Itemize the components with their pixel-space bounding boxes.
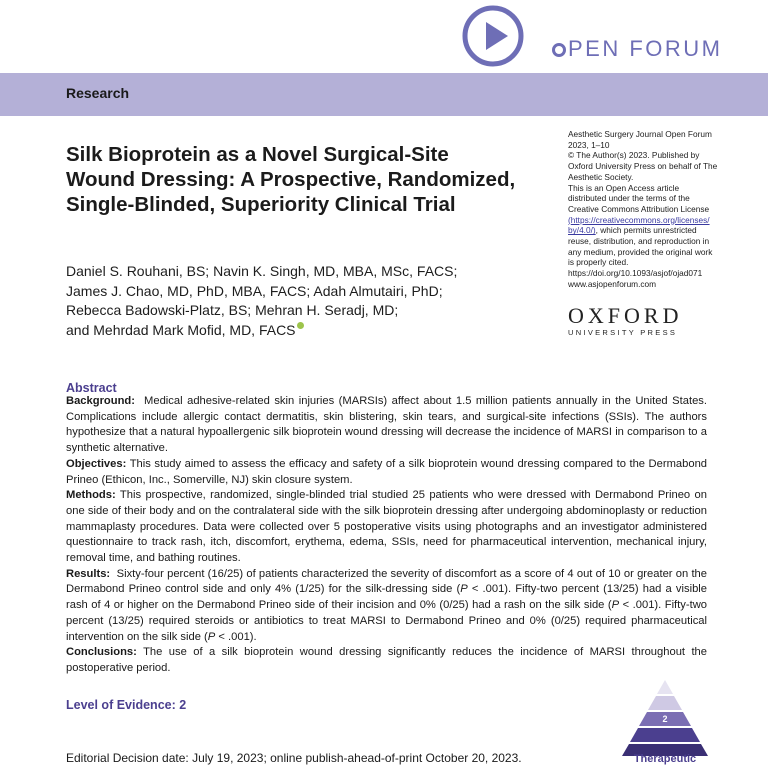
author-line: James J. Chao, MD, PhD, MBA, FACS; Adah Almutairi, PhD; <box>66 282 443 299</box>
license-link[interactable]: (https://creativecommons.org/licenses/ <box>568 214 710 225</box>
section-label: Research <box>66 85 130 101</box>
label-conclusions: Conclusions: <box>66 646 137 659</box>
evidence-pyramid-icon <box>620 678 710 758</box>
conclusions-text: The use of a silk bioprotein wound dressing significantly reduces the incidence of MARSI throughout the postoperative period. <box>66 646 707 674</box>
author-line: and Mehrdad Mark Mofid, MD, FACS <box>66 321 296 338</box>
label-background: Background: <box>66 395 135 407</box>
level-of-evidence: Level of Evidence: 2 <box>66 698 187 712</box>
p-symbol: P <box>460 583 468 596</box>
abstract-heading: Abstract <box>66 381 117 395</box>
info-line: distributed under the terms of the <box>568 193 690 204</box>
abstract-conclusions <box>66 645 707 676</box>
info-line: Creative Commons Attribution License <box>568 203 710 214</box>
p-symbol: P <box>207 630 216 643</box>
info-line: Aesthetic Surgery Journal Open Forum <box>568 129 712 139</box>
website-link[interactable]: www.asjopenforum.com <box>568 278 657 289</box>
editorial-decision: Editorial Decision date: July 19, 2023; online publish-ahead-of-print October 20, 2023. <box>66 751 522 765</box>
play-icon[interactable] <box>461 4 525 68</box>
open-forum-logo <box>552 36 723 62</box>
doi-link[interactable]: https://doi.org/10.1093/asjof/ojad071 <box>568 268 703 279</box>
info-line: © The Author(s) 2023. Published by <box>568 150 700 161</box>
objectives-text: This study aimed to assess the efficacy and safety of a silk bioprotein wound dressing compared to the Dermabond Prineo (Ethicon, Inc., Somerville, NJ) skin closure system. <box>66 457 708 486</box>
info-line: Oxford University Press on behalf of The <box>568 161 718 172</box>
background-text: Medical adhesive-related skin injuries (MARSIs) affect about 1.5 million patients annually in the United States. Complications include allergic contact dermatitis, skin blistering, skin tears, and surgical-site infections (SSIs). The authors hypothesize that a natural hypoallergenic silk bioprotein wound dressing will decrease the incidence of MARSI in comparison to a synthetic alternative. <box>66 395 707 455</box>
label-results: Results: <box>66 567 111 580</box>
author-list <box>66 262 536 340</box>
info-text: , which permits unrestricted <box>595 225 697 236</box>
results-text: < .001). <box>215 630 257 643</box>
abstract-body <box>66 394 707 677</box>
title-line: Silk Bioprotein as a Novel Surgical-Site <box>66 143 449 166</box>
orcid-icon[interactable] <box>297 322 304 329</box>
oxford-logo <box>568 305 718 337</box>
journal-info <box>568 129 718 290</box>
open-forum-text: PEN FORUM <box>568 36 723 61</box>
author-line: Rebecca Badowski-Platz, BS; Mehran H. Seradj, MD; <box>66 302 399 318</box>
p-symbol: P <box>611 599 620 612</box>
author-line: Daniel S. Rouhani, BS; Navin K. Singh, MD, MBA, MSc, FACS; <box>66 263 458 279</box>
label-objectives: Objectives: <box>66 457 127 470</box>
evidence-type-label: Therapeutic <box>633 753 697 765</box>
info-line: 2023, 1–10 <box>568 139 610 150</box>
abstract-results <box>66 567 707 646</box>
title-line: Single-Blinded, Superiority Clinical Trial <box>66 193 456 216</box>
open-lock-icon <box>552 43 566 57</box>
results-text: Sixty-four percent (16/25) of patients characterized the severity of discomfort as a score of 4 out of 10 or greater on the Dermabond Prineo control side and only 4% (1/25) for the silk-dressing side ( <box>66 567 707 596</box>
info-line: is properly cited. <box>568 257 629 268</box>
info-line: reuse, distribution, and reproduction in <box>568 236 710 247</box>
results-text: < .001). Fifty-two percent (13/25) had a visible rash of 4 or higher on the Dermabond Prineo side of their incision and 0% (0/25) had a rash on the silk side ( <box>66 583 707 612</box>
label-methods: Methods: <box>66 489 116 502</box>
info-line: This is an Open Access article <box>568 182 680 193</box>
info-line: any medium, provided the original work <box>568 246 713 257</box>
license-link-cont[interactable]: by/4.0/) <box>568 225 596 236</box>
methods-text: This prospective, randomized, single-blinded trial studied 25 patients who were dressed with Dermabond Prineo on one side of their body and on the contralateral side with the silk bioprotein dressing after undergoing abdominoplasty or reduction mammaplasty procedures. Data were collected over 5 postoperative visits using photographs and an investigator administered questionnaire to track rash, itch, discomfort, erythema, edema, SSIs, need for pharmaceutical intervention, mechanical injury, removal time, and bathing routines. <box>66 489 707 565</box>
article-title <box>66 142 546 217</box>
title-line: Wound Dressing: A Prospective, Randomized, <box>66 168 516 191</box>
abstract-objectives <box>66 457 707 488</box>
publisher-name: OXFORD <box>568 303 683 328</box>
info-line: Aesthetic Society. <box>568 171 634 182</box>
abstract-background <box>66 394 707 457</box>
badge-number: 2 <box>662 714 668 724</box>
publisher-sub: UNIVERSITY PRESS <box>568 328 678 337</box>
results-text: < .001). Fifty-two percent (13/25) required steroids or antibiotics to treat MARSI to Dermabond Prineo and 0% (0/25) required pharmaceutical intervention on the silk side ( <box>66 599 708 643</box>
abstract-methods <box>66 488 707 567</box>
